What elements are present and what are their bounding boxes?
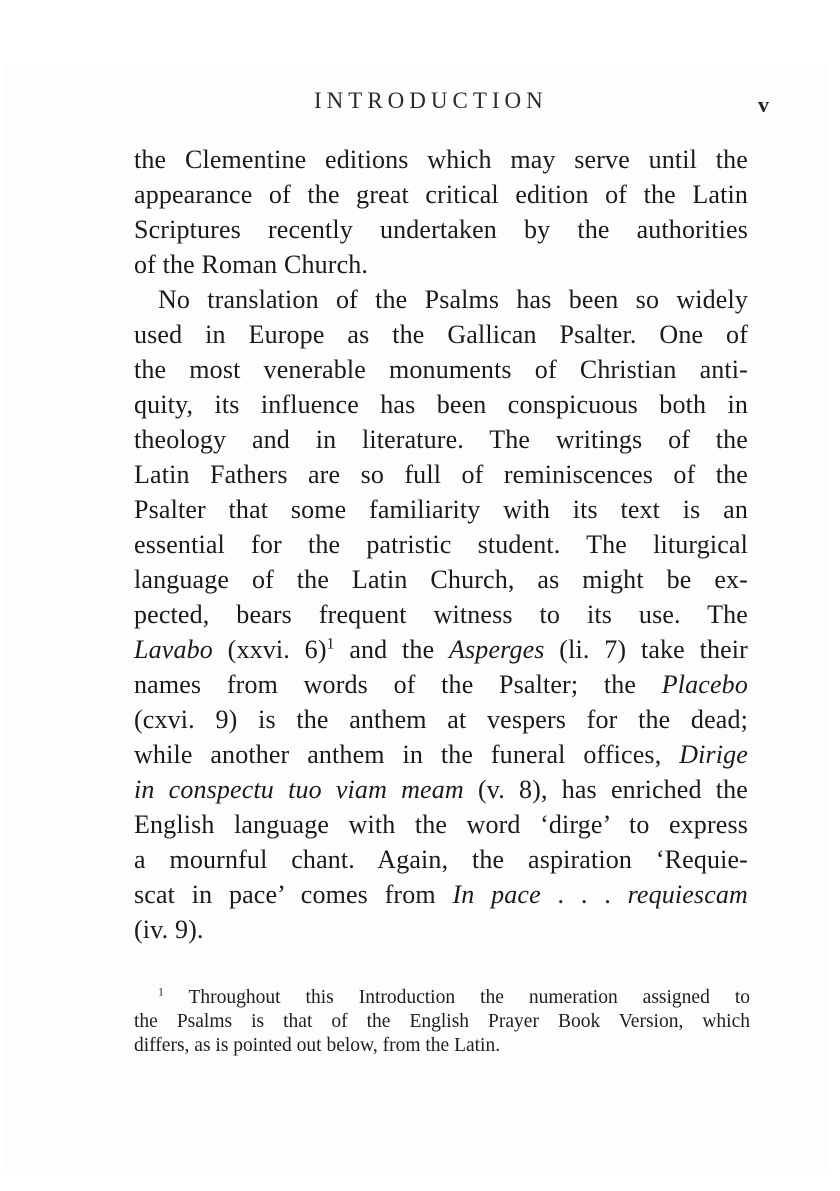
latin-term: requiescam	[627, 880, 748, 909]
text-line: of the Roman Church.	[134, 250, 369, 279]
footnote-ref: 1	[326, 635, 335, 653]
text-line: scat in pace’ comes from In pace . . . requiescam	[134, 880, 748, 909]
latin-term: Lavabo	[134, 635, 213, 664]
text-line: used in Europe as the Gallican Psalter. One of	[134, 320, 748, 349]
latin-term: in conspectu tuo viam meam	[134, 775, 464, 804]
text-line: No translation of the Psalms has been so widely	[158, 285, 748, 314]
running-head: INTRODUCTION	[314, 88, 548, 113]
latin-term: Asperges	[449, 635, 545, 664]
latin-term: Placebo	[661, 670, 748, 699]
text-line: Psalter that some familiarity with its text is an	[134, 495, 748, 524]
text-line: (cxvi. 9) is the anthem at vespers for the dead;	[134, 705, 748, 734]
footnote-marker: 1	[158, 985, 164, 999]
text-line: appearance of the great critical edition of the Latin	[134, 180, 748, 209]
text-line: quity, its influence has been conspicuous both in	[134, 390, 748, 419]
text-line: pected, bears frequent witness to its use. The	[134, 600, 748, 629]
footnote-line: differs, as is pointed out below, from the Latin.	[134, 1035, 501, 1056]
text-line: the most venerable monuments of Christian anti-	[134, 355, 748, 384]
footnote-line: the Psalms is that of the English Prayer Book Version, which	[134, 1011, 750, 1032]
body-text	[134, 142, 748, 947]
text-line: names from words of the Psalter; the Placebo	[134, 670, 748, 699]
text-line: Latin Fathers are so full of reminiscences of the	[134, 460, 748, 489]
text-line: Lavabo (xxvi. 6)$^1$ and the Asperges (li. 7) take their	[134, 635, 748, 664]
latin-term: In pace	[452, 880, 541, 909]
latin-term: Dirige	[679, 740, 748, 769]
text-line: in conspectu tuo viam meam (v. 8), has enriched the	[134, 775, 748, 804]
text-line: English language with the word ‘dirge’ to express	[134, 810, 748, 839]
text-line: (iv. 9).	[134, 915, 204, 944]
text-line: essential for the patristic student. The liturgical	[134, 530, 748, 559]
text-line: a mournful chant. Again, the aspiration ‘Requie-	[134, 845, 748, 874]
text-line: theology and in literature. The writings of the	[134, 425, 748, 454]
footnote	[134, 986, 750, 1058]
text-line: language of the Latin Church, as might be ex-	[134, 565, 748, 594]
text-line: the Clementine editions which may serve until the	[134, 145, 748, 174]
text-line: Scriptures recently undertaken by the authorities	[134, 215, 748, 244]
footnote-line: $^1$ Throughout this Introduction the numeration assigned to	[158, 985, 750, 1008]
book-page	[4, 64, 828, 1174]
text-line: while another anthem in the funeral offices, Dirige	[134, 740, 748, 769]
page-number: v	[758, 92, 769, 117]
